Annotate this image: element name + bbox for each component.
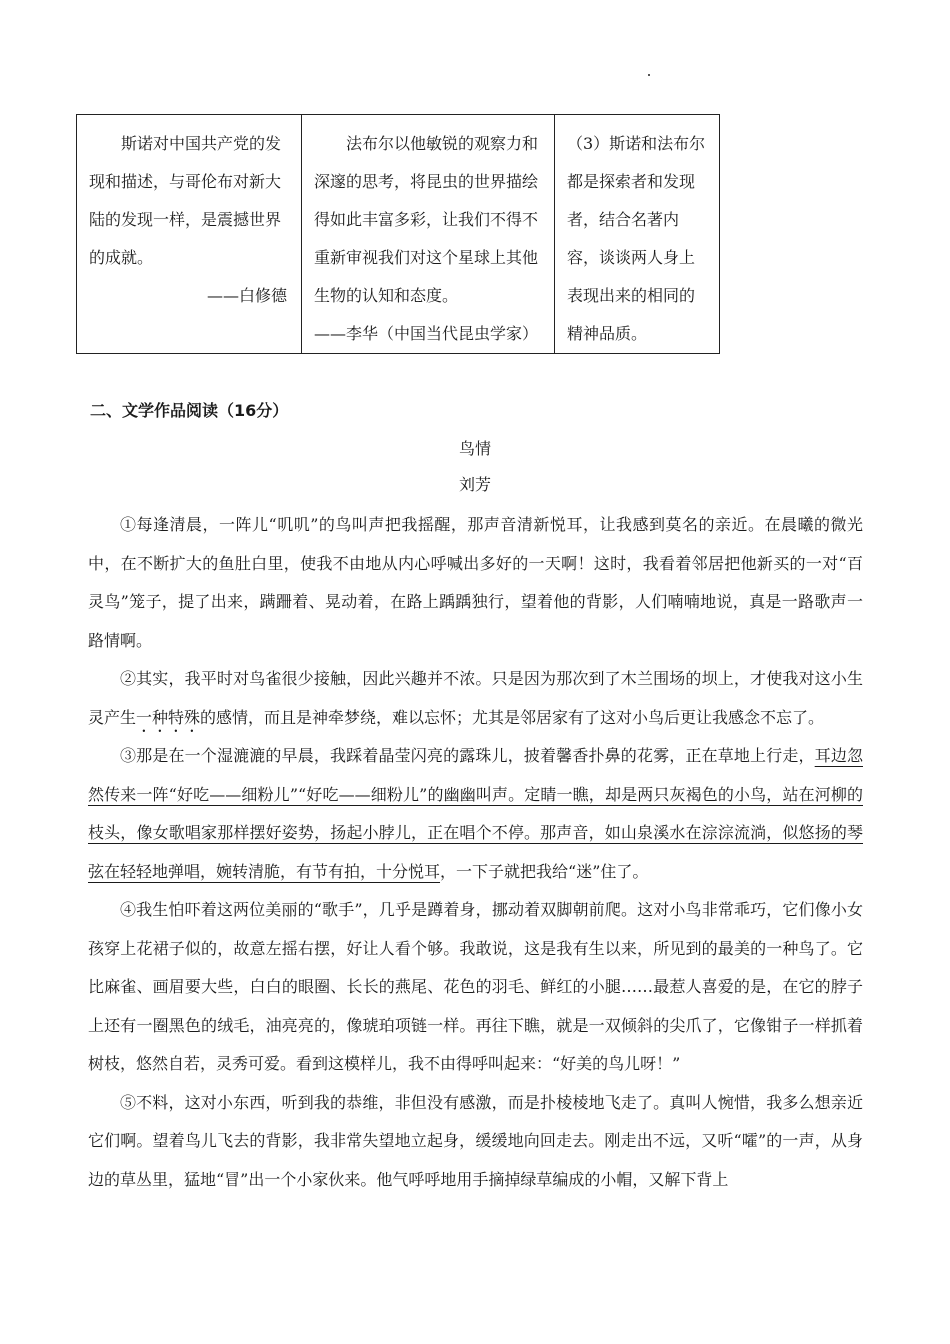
page-dot xyxy=(648,74,650,76)
section-title: 二、文学作品阅读（16分） xyxy=(90,401,289,420)
quote-text-lihua: 法布尔以他敏锐的观察力和深邃的思考，将昆虫的世界描绘得如此丰富多彩，让我们不得不重新审视我们对这个星球上其他生物的认知和态度。 xyxy=(314,134,539,305)
article-author: 刘芳 xyxy=(458,475,491,494)
paragraph-2 xyxy=(88,660,863,737)
paragraph-4: ④我生怕吓着这两位美丽的“歌手”，几乎是蹲着身，挪动着双脚朝前爬。这对小鸟非常乖巧，它们像小女孩穿上花裙子似的，故意左摇右摆，好让人看个够。我敢说，这是我有生以来，所见到的最美的一种鸟了。它比麻雀、画眉要大些，白白的眼圈、长长的燕尾、花色的羽毛、鲜红的小腿……最惹人喜爱的是，在它的脖子上还有一圈黑色的绒毛，油亮亮的，像琥珀项链一样。再往下瞧，就是一双倾斜的尖爪了，它像钳子一样抓着树枝，悠然自若，灵秀可爱。看到这模样儿，我不由得呼叫起来：“好美的鸟儿呀！” xyxy=(88,900,863,1073)
paragraph-3-part-b: ，一下子就把我给“迷”住了。 xyxy=(440,861,649,881)
quotes-table xyxy=(76,114,720,354)
question-3-text: （3）斯诺和法布尔都是探索者和发现者，结合名著内容，谈谈两人身上表现出来的相同的精神品质。 xyxy=(567,134,706,343)
paragraph-1: ①每逢清晨，一阵儿“叽叽”的鸟叫声把我摇醒，那声音清新悦耳，让我感到莫名的亲近。在晨曦的微光中，在不断扩大的鱼肚白里，使我不由地从内心呼喊出多好的一天啊！这时，我看着邻居把他新买的一对“百灵鸟”笼子，提了出来，蹒跚着、晃动着，在路上踽踽独行，望着他的背影，人们喃喃地说，真是一路歌声一路情啊。 xyxy=(88,515,863,650)
paragraph-5: ⑤不料，这对小东西，听到我的恭维，非但没有感激，而是扑棱棱地飞走了。真叫人惋惜，我多么想亲近它们啊。望着鸟儿飞去的背影，我非常失望地立起身，缓缓地向回走去。刚走出不远，又听“嚯”的一声，从身边的草丛里，猛地“冒”出一个小家伙来。他气呼呼地用手摘掉绿草编成的小帽，又解下背上 xyxy=(88,1092,863,1189)
question-cell xyxy=(555,115,720,354)
paragraph-2-dotted-phrase: 一种特殊 xyxy=(136,707,201,727)
paragraph-3 xyxy=(88,737,863,891)
quote-cell-white xyxy=(77,115,302,354)
article-body xyxy=(88,506,863,1199)
paragraph-3-underlined-passage: 耳边忽然传来一阵“好吃——细粉儿”“好吃——细粉儿”的幽幽叫声。定睛一瞧，却是两只灰褐色的小鸟，站在河柳的枝头，像女歌唱家那样摆好姿势，扬起小脖儿，正在唱个不停。那声音，如山泉溪水在淙淙流淌，似悠扬的琴弦在轻轻地弹唱，婉转清脆，有节有拍，十分悦耳 xyxy=(88,746,863,881)
paragraph-2-part-b: 的感情，而且是神牵梦绕，难以忘怀；尤其是邻居家有了这对小鸟后更让我感念不忘了。 xyxy=(200,707,825,727)
quote-attribution-white: ——白修德 xyxy=(206,286,287,305)
quote-text-white: 斯诺对中国共产党的发现和描述，与哥伦布对新大陆的发现一样，是震撼世界的成就。 xyxy=(89,134,282,267)
quote-attribution-lihua: ——李华（中国当代昆虫学家） xyxy=(314,324,539,343)
article-title: 鸟情 xyxy=(458,439,491,458)
paragraph-3-part-a: ③那是在一个湿漉漉的早晨，我踩着晶莹闪亮的露珠儿，披着馨香扑鼻的花雾，正在草地上行走， xyxy=(120,746,815,765)
paragraph-2-part-a: ②其实，我平时对鸟雀很少接触，因此兴趣并不浓。只是因为那次到了木兰围场的坝上，才使我对这小生灵产生 xyxy=(88,669,863,727)
quote-cell-lihua xyxy=(302,115,555,354)
